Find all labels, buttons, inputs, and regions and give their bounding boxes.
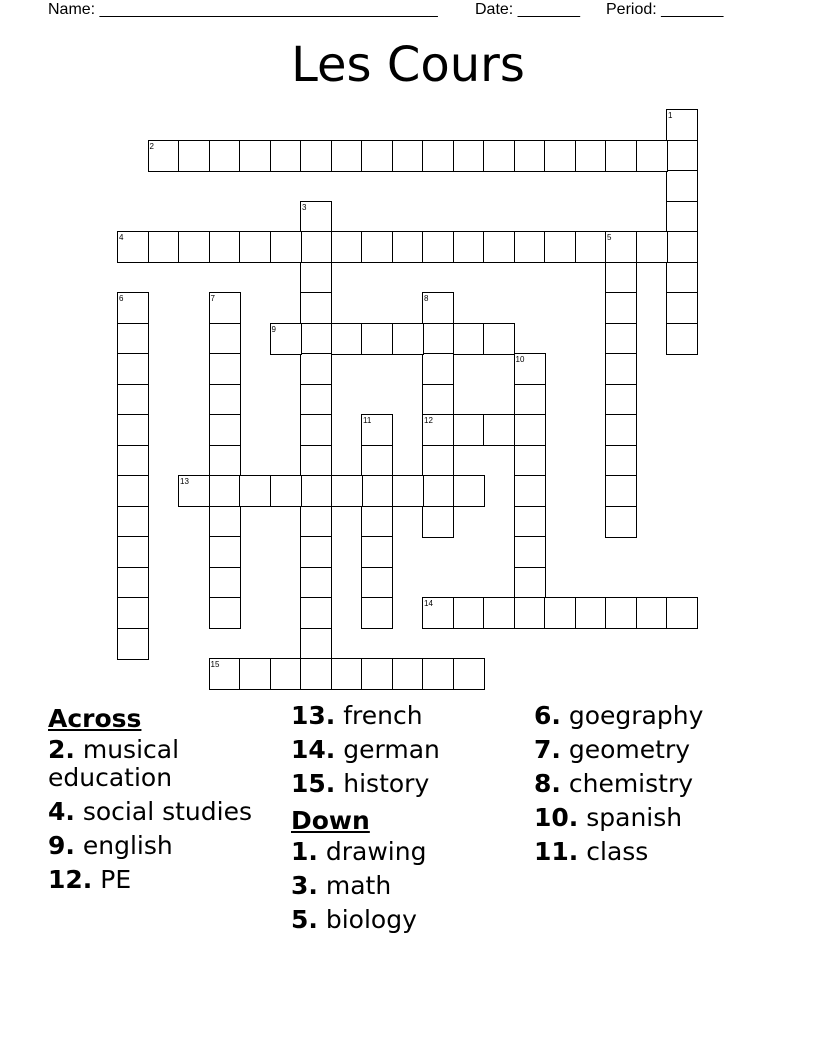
grid-cell[interactable]: [209, 353, 241, 385]
clue-down-8: 8. chemistry: [534, 769, 694, 798]
grid-cell[interactable]: [361, 140, 393, 172]
grid-cell[interactable]: [239, 475, 271, 507]
grid-cell[interactable]: [331, 658, 363, 690]
clue-across-14: 14. german: [291, 735, 440, 764]
grid-cell[interactable]: [666, 597, 698, 629]
grid-cell[interactable]: [483, 323, 515, 355]
grid-cell[interactable]: [636, 140, 668, 172]
grid-cell[interactable]: [117, 323, 149, 355]
grid-cell[interactable]: [605, 353, 637, 385]
grid-cell[interactable]: [422, 658, 454, 690]
grid-cell[interactable]: [300, 262, 332, 294]
cell-number-label: 7: [210, 294, 215, 303]
clues-column-2: [291, 702, 521, 940]
grid-cell[interactable]: [300, 506, 332, 538]
grid-cell[interactable]: [300, 384, 332, 416]
grid-cell[interactable]: [300, 414, 332, 446]
page-title: Les Cours: [291, 37, 525, 93]
grid-cell[interactable]: [361, 536, 393, 568]
grid-cell[interactable]: [117, 597, 149, 629]
grid-cell[interactable]: [544, 597, 576, 629]
cell-number-label: 14: [424, 599, 433, 608]
grid-cell[interactable]: [666, 201, 698, 233]
grid-cell[interactable]: [605, 140, 637, 172]
grid-cell[interactable]: [605, 323, 637, 355]
grid-cell[interactable]: [270, 658, 302, 690]
clue-down-6: 6. goegraphy: [534, 701, 704, 730]
cell-number-label: 13: [180, 477, 189, 486]
grid-cell[interactable]: [514, 597, 546, 629]
grid-cell[interactable]: [209, 475, 241, 507]
grid-cell[interactable]: [514, 231, 546, 263]
grid-cell[interactable]: [300, 353, 332, 385]
grid-cell[interactable]: [483, 140, 515, 172]
grid-cell[interactable]: [331, 231, 363, 263]
grid-cell[interactable]: [117, 567, 149, 599]
clue-across-4: 4. social studies: [48, 797, 252, 826]
grid-cell[interactable]: [361, 475, 393, 507]
grid-cell[interactable]: [209, 323, 241, 355]
grid-cell[interactable]: [117, 445, 149, 477]
grid-cell[interactable]: [544, 231, 576, 263]
grid-cell[interactable]: [453, 475, 485, 507]
grid-cell[interactable]: [605, 475, 637, 507]
grid-cell[interactable]: [392, 323, 424, 355]
grid-cell[interactable]: [300, 140, 332, 172]
grid-cell[interactable]: [117, 628, 149, 660]
cell-number-label: 2: [149, 141, 154, 151]
cell-number-label: 9: [271, 324, 276, 334]
grid-cell[interactable]: [117, 384, 149, 416]
clue-across-13: 13. french: [291, 701, 423, 730]
grid-cell[interactable]: [117, 506, 149, 538]
grid-cell[interactable]: [666, 231, 698, 263]
grid-cell[interactable]: [453, 140, 485, 172]
grid-cell[interactable]: [117, 353, 149, 385]
grid-cell[interactable]: [514, 140, 546, 172]
cell-number-label: 4: [119, 233, 124, 242]
clue-down-1: 1. drawing: [291, 837, 427, 866]
grid-cell[interactable]: [300, 475, 332, 507]
grid-cell[interactable]: [270, 140, 302, 172]
grid-cell[interactable]: [117, 414, 149, 446]
grid-cell[interactable]: [239, 231, 271, 263]
clue-across-9: 9. english: [48, 831, 173, 860]
grid-cell[interactable]: [300, 536, 332, 568]
grid-cell[interactable]: [422, 323, 454, 355]
grid-cell[interactable]: [300, 597, 332, 629]
cell-number-label: 5: [607, 233, 612, 242]
clue-across-12: 12. PE: [48, 865, 132, 894]
clue-down-10: 10. spanish: [534, 803, 683, 832]
clues-column-1: [48, 702, 278, 900]
date-field-label: Date: _______: [475, 1, 580, 18]
clue-down-5: 5. biology: [291, 905, 417, 934]
grid-cell[interactable]: [209, 506, 241, 538]
grid-cell[interactable]: [331, 475, 363, 507]
grid-cell[interactable]: [453, 597, 485, 629]
grid-cell[interactable]: [361, 506, 393, 538]
grid-cell[interactable]: [453, 231, 485, 263]
grid-cell[interactable]: [544, 140, 576, 172]
cell-number-label: 6: [119, 294, 124, 303]
grid-cell[interactable]: [300, 658, 332, 690]
grid-cell[interactable]: [514, 384, 546, 416]
grid-cell[interactable]: [392, 231, 424, 263]
grid-cell[interactable]: [392, 475, 424, 507]
grid-cell[interactable]: [483, 414, 515, 446]
grid-cell[interactable]: [209, 445, 241, 477]
clue-across-15: 15. history: [291, 769, 430, 798]
grid-cell[interactable]: [361, 567, 393, 599]
grid-cell[interactable]: [422, 445, 454, 477]
grid-cell[interactable]: [239, 658, 271, 690]
grid-cell[interactable]: [514, 445, 546, 477]
grid-cell[interactable]: [575, 597, 607, 629]
grid-cell[interactable]: [300, 567, 332, 599]
grid-cell[interactable]: [422, 140, 454, 172]
grid-cell[interactable]: [422, 384, 454, 416]
grid-cell[interactable]: [361, 445, 393, 477]
grid-cell[interactable]: [636, 597, 668, 629]
name-field-label: Name: ______________________________________: [48, 1, 438, 18]
grid-cell[interactable]: [209, 384, 241, 416]
grid-cell[interactable]: [605, 414, 637, 446]
grid-cell[interactable]: [361, 323, 393, 355]
clues-column-3: [534, 702, 784, 872]
clue-down-11: 11. class: [534, 837, 649, 866]
grid-cell[interactable]: [422, 353, 454, 385]
period-field-label: Period: _______: [606, 1, 724, 18]
grid-cell[interactable]: [605, 262, 637, 294]
grid-cell[interactable]: [331, 140, 363, 172]
grid-cell[interactable]: [148, 231, 180, 263]
grid-cell[interactable]: [300, 628, 332, 660]
cell-number-label: 8: [424, 294, 429, 303]
grid-cell[interactable]: [575, 140, 607, 172]
cell-number-label: 3: [302, 202, 307, 212]
clue-down-7: 7. geometry: [534, 735, 691, 764]
grid-cell[interactable]: [300, 323, 332, 355]
grid-cell[interactable]: [636, 231, 668, 263]
grid-cell[interactable]: [666, 140, 698, 172]
grid-cell[interactable]: [666, 323, 698, 355]
grid-cell[interactable]: [514, 536, 546, 568]
grid-cell[interactable]: [666, 292, 698, 324]
cell-number-label: 10: [515, 355, 525, 364]
grid-cell[interactable]: [605, 384, 637, 416]
grid-cell[interactable]: [300, 231, 332, 263]
grid-cell[interactable]: [483, 597, 515, 629]
cell-number-label: 15: [210, 660, 220, 669]
grid-cell[interactable]: [483, 231, 515, 263]
grid-cell[interactable]: [514, 567, 546, 599]
grid-cell[interactable]: [666, 170, 698, 202]
grid-cell[interactable]: [209, 536, 241, 568]
grid-cell[interactable]: [270, 231, 302, 263]
grid-cell[interactable]: [422, 506, 454, 538]
grid-cell[interactable]: [361, 658, 393, 690]
grid-cell[interactable]: [300, 445, 332, 477]
grid-cell[interactable]: [422, 231, 454, 263]
grid-cell[interactable]: [392, 658, 424, 690]
grid-cell[interactable]: [514, 414, 546, 446]
grid-cell[interactable]: [392, 140, 424, 172]
grid-cell[interactable]: [209, 597, 241, 629]
grid-cell[interactable]: [605, 445, 637, 477]
grid-cell[interactable]: [605, 597, 637, 629]
grid-cell[interactable]: [178, 140, 210, 172]
grid-cell[interactable]: [117, 536, 149, 568]
grid-cell[interactable]: [331, 323, 363, 355]
grid-cell[interactable]: [361, 231, 393, 263]
grid-cell[interactable]: [178, 231, 210, 263]
clue-across-2: 2. musical education: [48, 735, 180, 792]
grid-cell[interactable]: [605, 506, 637, 538]
grid-cell[interactable]: [209, 414, 241, 446]
grid-cell[interactable]: [422, 475, 454, 507]
grid-cell[interactable]: [514, 506, 546, 538]
down-heading: Down: [291, 806, 370, 835]
grid-cell[interactable]: [453, 414, 485, 446]
grid-cell[interactable]: [209, 567, 241, 599]
grid-cell[interactable]: [575, 231, 607, 263]
grid-cell[interactable]: [209, 140, 241, 172]
grid-cell[interactable]: [361, 597, 393, 629]
clue-down-3: 3. math: [291, 871, 392, 900]
grid-cell[interactable]: [453, 323, 485, 355]
grid-cell[interactable]: [666, 262, 698, 294]
cell-number-label: 1: [668, 111, 673, 120]
grid-cell[interactable]: [239, 140, 271, 172]
grid-cell[interactable]: [453, 658, 485, 690]
grid-cell[interactable]: [300, 292, 332, 324]
across-heading: Across: [48, 704, 142, 733]
grid-cell[interactable]: [605, 292, 637, 324]
grid-cell[interactable]: [270, 475, 302, 507]
grid-cell[interactable]: [209, 231, 241, 263]
grid-cell[interactable]: [117, 475, 149, 507]
grid-cell[interactable]: [514, 475, 546, 507]
cell-number-label: 11: [363, 416, 372, 425]
cell-number-label: 12: [424, 416, 433, 425]
